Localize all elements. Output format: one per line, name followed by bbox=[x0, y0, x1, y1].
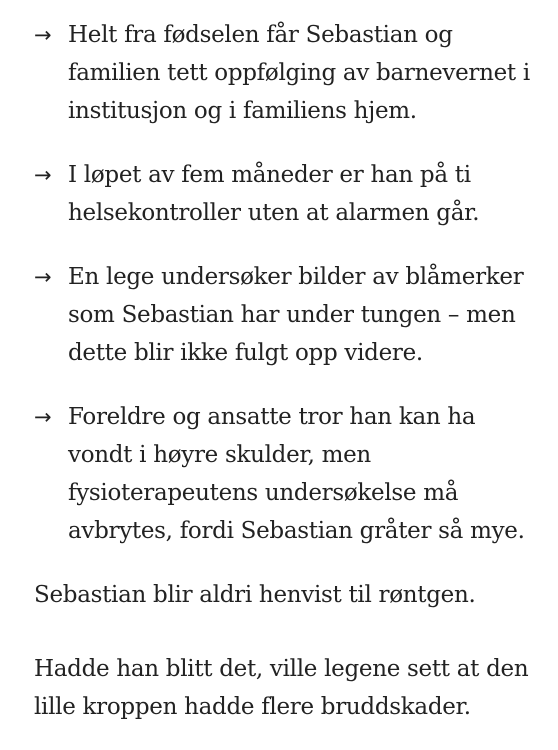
arrow-right-icon: → bbox=[34, 23, 52, 47]
arrow-right-icon: → bbox=[34, 405, 52, 429]
bullet-text: Foreldre og ansatte tror han kan ha vondt i høyre skulder, men fysioterapeutens undersøkelse må avbrytes, fordi Sebastian gråter så mye. bbox=[68, 404, 525, 544]
arrow-right-icon: → bbox=[34, 163, 52, 187]
paragraph: Sebastian blir aldri henvist til røntgen. bbox=[34, 582, 476, 608]
bullet-text: I løpet av fem måneder er han på ti helsekontroller uten at alarmen går. bbox=[68, 162, 480, 226]
bullet-item bbox=[0, 16, 558, 130]
article-body bbox=[0, 16, 558, 726]
bullet-list bbox=[0, 16, 558, 550]
bullet-text: En lege undersøker bilder av blåmerker som Sebastian har under tungen – men dette blir ikke fulgt opp videre. bbox=[68, 264, 524, 366]
bullet-text: Helt fra fødselen får Sebastian og familien tett oppfølging av barnevernet i institusjon og i familiens hjem. bbox=[68, 22, 530, 124]
bullet-item bbox=[0, 258, 558, 372]
paragraph: Hadde han blitt det, ville legene sett at den lille kroppen hadde flere bruddskader. bbox=[34, 656, 529, 720]
arrow-right-icon: → bbox=[34, 265, 52, 289]
bullet-item bbox=[0, 398, 558, 550]
bullet-item bbox=[0, 156, 558, 232]
